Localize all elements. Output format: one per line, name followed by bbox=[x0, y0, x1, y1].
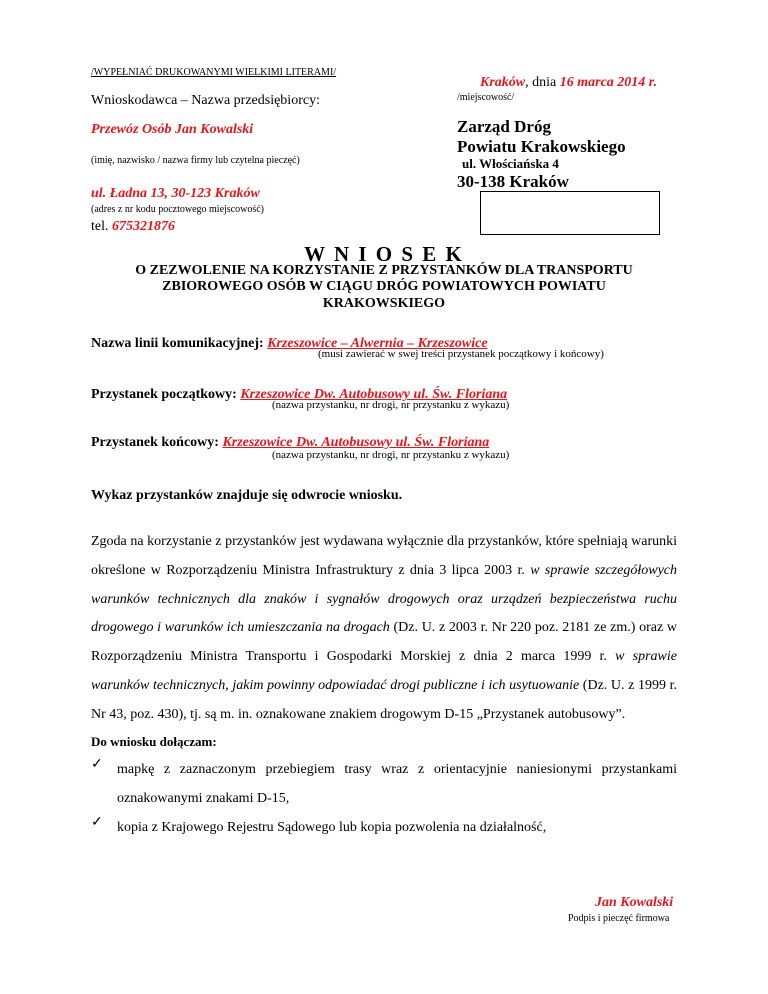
recipient-city: 30-138 Kraków bbox=[457, 172, 569, 191]
line-name-value: Krzeszowice – Alwernia – Krzeszowice bbox=[267, 336, 488, 351]
applicant-phone bbox=[91, 219, 175, 235]
registration-stamp-box bbox=[480, 191, 660, 235]
check-icon: ✓ bbox=[91, 814, 103, 830]
list-item bbox=[91, 814, 677, 843]
signature-name: Jan Kowalski bbox=[595, 895, 674, 910]
end-stop-caption: (nazwa przystanku, nr drogi, nr przystanku z wykazu) bbox=[272, 449, 510, 461]
start-stop-caption: (nazwa przystanku, nr drogi, nr przystanku z wykazu) bbox=[272, 399, 510, 411]
applicant-address-caption: (adres z nr kodu pocztowego miejscowość) bbox=[91, 204, 264, 215]
title-line3: KRAKOWSKIEGO bbox=[322, 296, 446, 311]
start-stop-value: Krzeszowice Dw. Autobusowy ul. Św. Floriana bbox=[240, 387, 508, 402]
end-stop-label: Przystanek końcowy: bbox=[91, 435, 223, 450]
recipient-line2: Powiatu Krakowskiego bbox=[457, 137, 626, 156]
end-stop-value: Krzeszowice Dw. Autobusowy ul. Św. Floriana bbox=[222, 435, 490, 450]
place-date bbox=[480, 75, 657, 91]
consent-text-3: (Dz. U. z 1999 r. Nr 43, poz. 430), tj. są m. in. oznakowane znakiem drogowym D-15 „Przystanek autobusowy”. bbox=[91, 677, 677, 722]
stops-list-note: Wykaz przystanków znajduje się odwrocie wniosku. bbox=[91, 488, 403, 503]
applicant-address: ul. Ładna 13, 30-123 Kraków bbox=[91, 186, 260, 201]
place-caption: /miejscowość/ bbox=[457, 92, 515, 103]
applicant-name: Przewóz Osób Jan Kowalski bbox=[91, 122, 254, 137]
fill-instruction-note: /WYPEŁNIAĆ DRUKOWANYMI WIELKIMI LITERAMI/ bbox=[91, 67, 337, 78]
check-icon: ✓ bbox=[91, 757, 103, 772]
date-value: 16 marca 2014 r. bbox=[559, 75, 657, 90]
start-stop-label: Przystanek początkowy: bbox=[91, 387, 241, 402]
recipient-line1: Zarząd Dróg bbox=[457, 117, 551, 136]
consent-paragraph bbox=[91, 528, 677, 730]
applicant-label: Wnioskodawca – Nazwa przedsiębiorcy: bbox=[91, 93, 320, 108]
attachment-item-krs: kopia z Krajowego Rejestru Sądowego lub kopia pozwolenia na działalność, bbox=[117, 819, 547, 835]
list-item bbox=[91, 756, 677, 814]
title-line2: ZBIOROWEGO OSÓB W CIĄGU DRÓG POWIATOWYCH POWIATU bbox=[162, 279, 606, 294]
phone-number: 675321876 bbox=[112, 219, 175, 234]
applicant-name-caption: (imię, nazwisko / nazwa firmy lub czytelna pieczęć) bbox=[91, 155, 300, 166]
attachments-label: Do wniosku dołączam: bbox=[91, 734, 217, 749]
attachments-list bbox=[91, 756, 677, 842]
consent-regulation-1: w sprawie szczegółowych warunków technicznych dla znaków i sygnałów drogowych oraz urządzeń bezpieczeństwa ruchu drogowego i warunków ich umieszczania na drogach bbox=[91, 562, 677, 636]
place-city: Kraków bbox=[480, 75, 526, 90]
date-prefix: , dnia bbox=[525, 75, 560, 90]
document-title: W N I O S E K bbox=[304, 242, 464, 266]
signature-caption: Podpis i pieczęć firmowa bbox=[568, 913, 670, 924]
attachment-item-map: mapkę z zaznaczonym przebiegiem trasy wraz z orientacyjnie naniesionymi przystankami oznakowanymi znakami D-15, bbox=[117, 762, 677, 806]
recipient-street: ul. Włościańska 4 bbox=[462, 156, 559, 171]
phone-label: tel. bbox=[91, 219, 112, 234]
line-name-caption: (musi zawierać w swej treści przystanek początkowy i końcowy) bbox=[318, 348, 604, 360]
consent-text-2: (Dz. U. z 2003 r. Nr 220 poz. 2181 ze zm.) oraz w Rozporządzeniu Ministra Transportu i Gospodarki Morskiej z dnia 2 marca 1999 r. bbox=[91, 620, 677, 665]
consent-regulation-2: w sprawie warunków technicznych, jakim powinny odpowiadać drogi publiczne i ich usytuowanie bbox=[91, 649, 677, 693]
consent-text-1: Zgoda na korzystanie z przystanków jest wydawana wyłącznie dla przystanków, które spełniają warunki określone w Rozporządzeniu Ministra Infrastruktury z dnia 3 lipca 2003 r. bbox=[91, 534, 677, 578]
line-name-label: Nazwa linii komunikacyjnej: bbox=[91, 336, 268, 351]
title-line1: O ZEZWOLENIE NA KORZYSTANIE Z PRZYSTANKÓW DLA TRANSPORTU bbox=[135, 263, 633, 278]
